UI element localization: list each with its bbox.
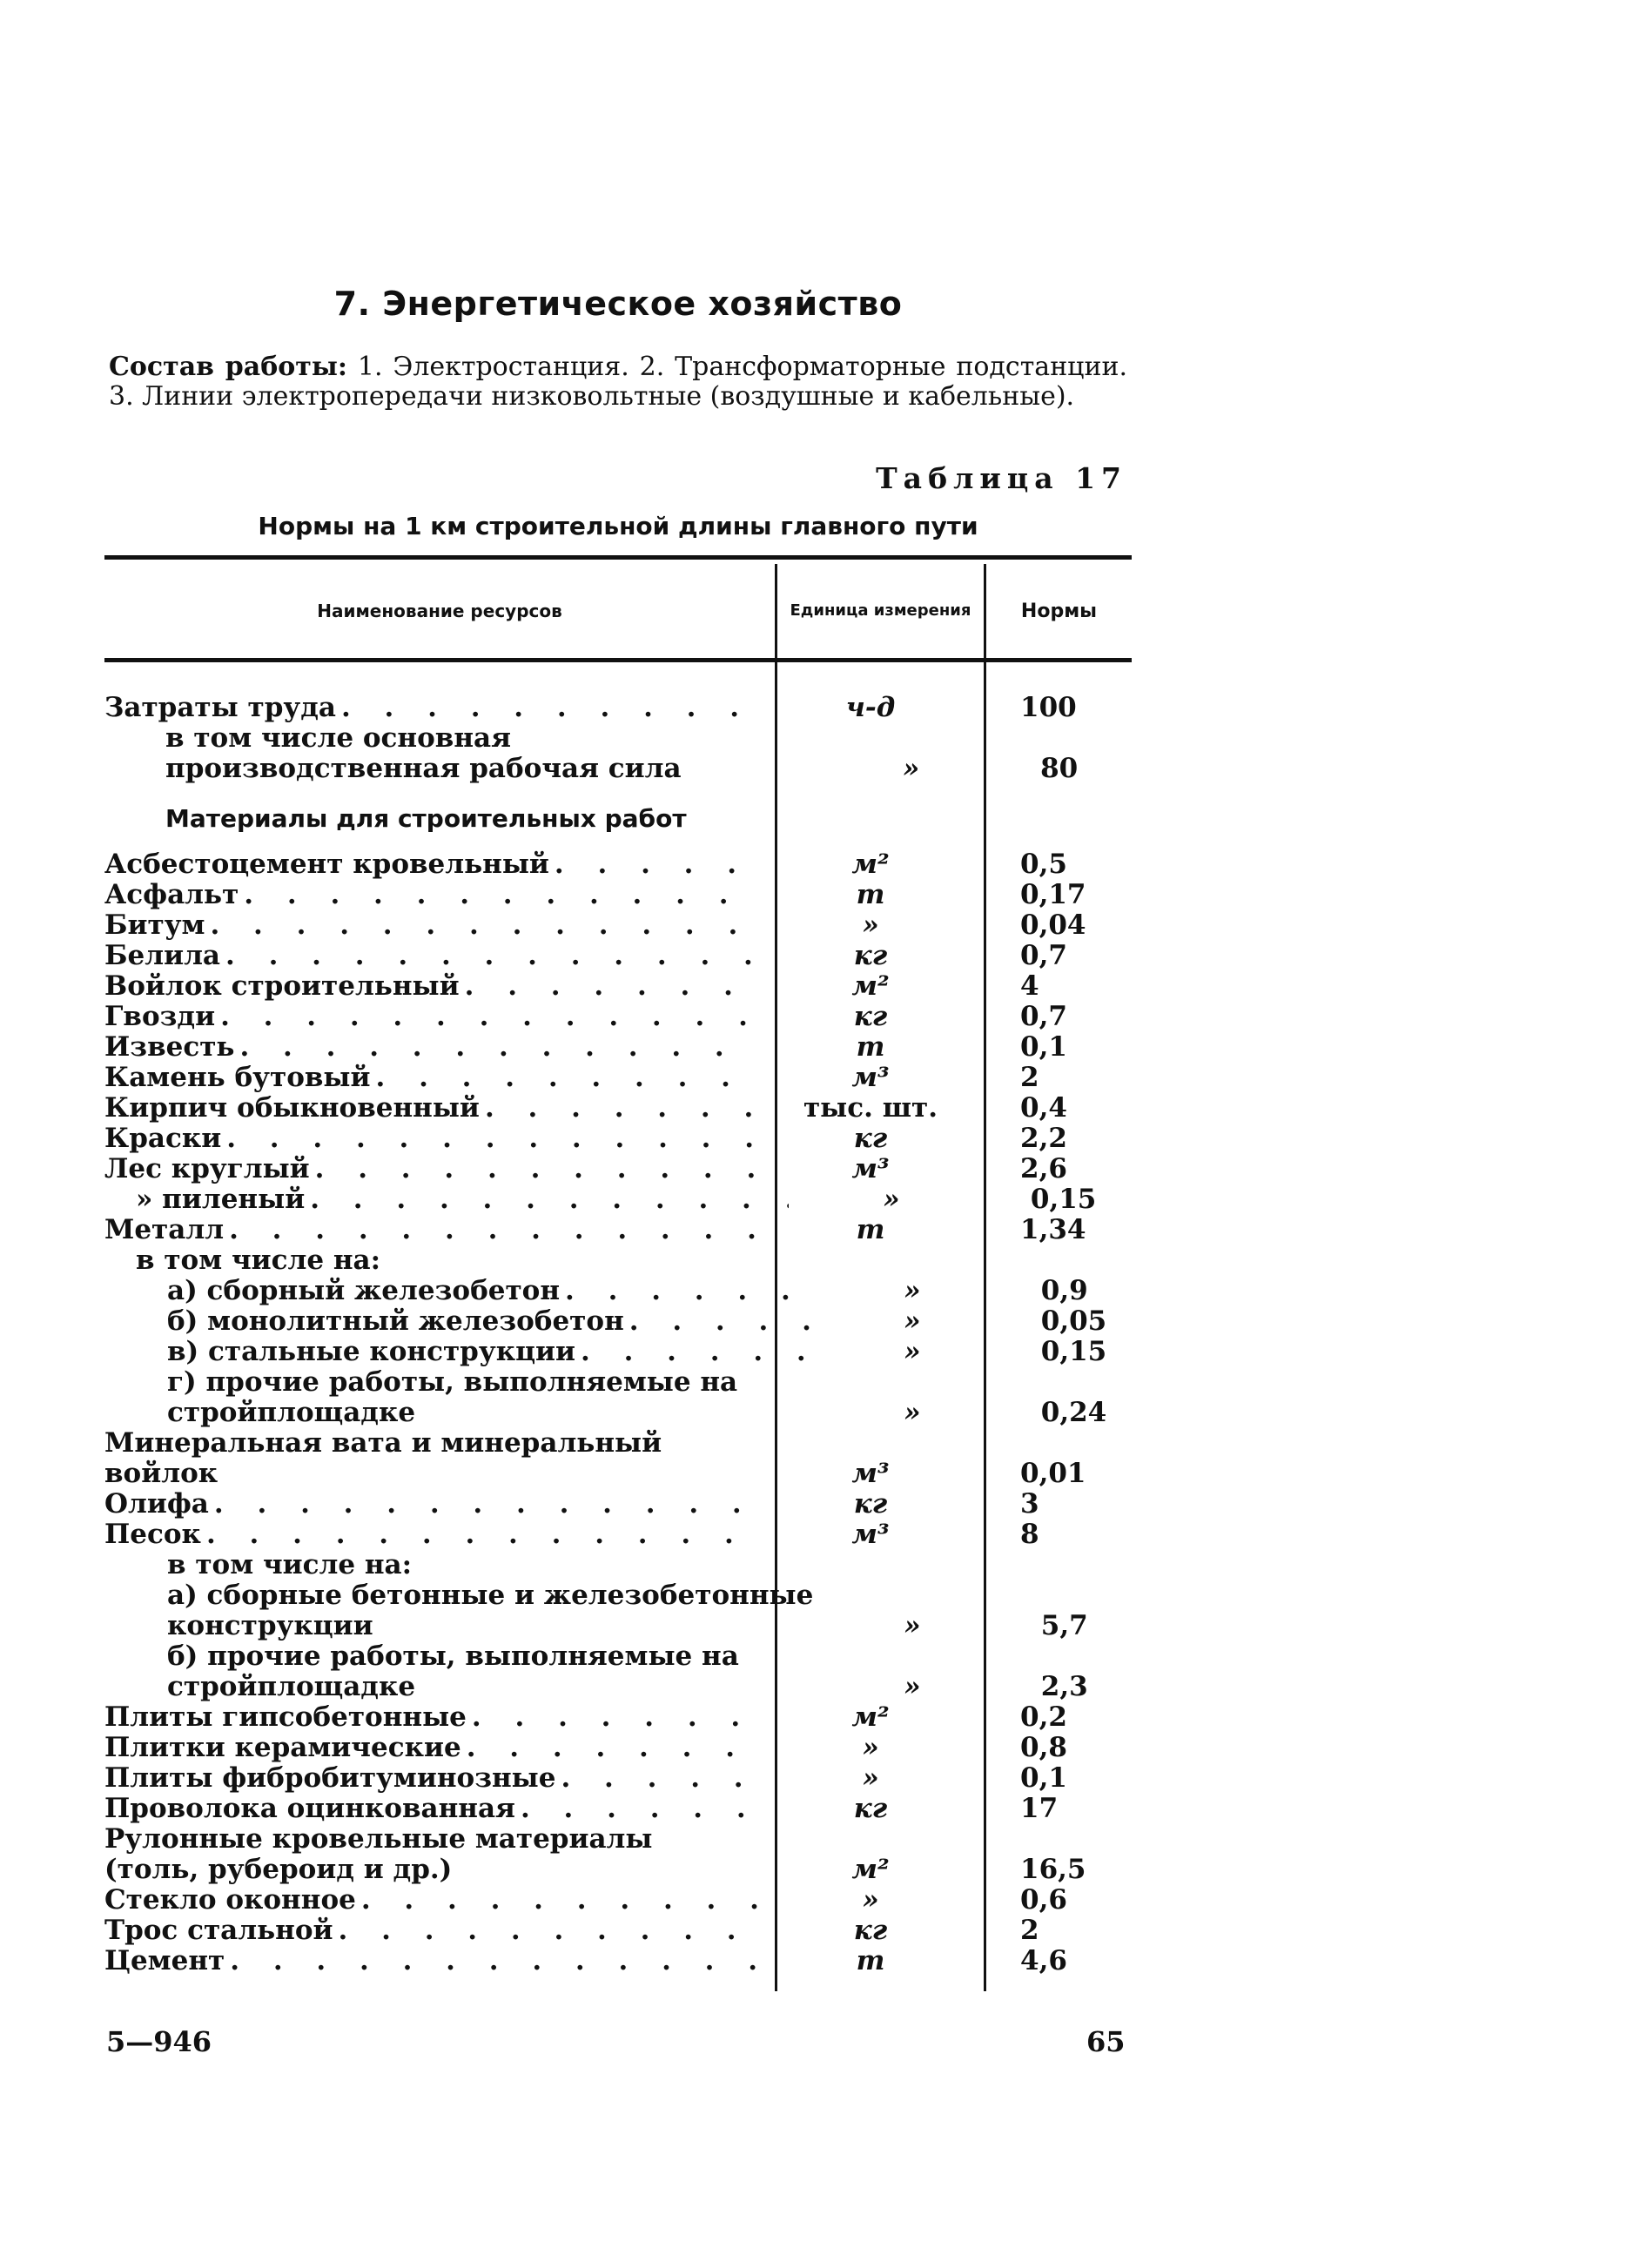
table-row (104, 1002, 1132, 1032)
row-name: Камень бутовый (104, 1062, 371, 1093)
row-name: Стекло оконное (104, 1884, 356, 1916)
row-name: Цемент (104, 1945, 225, 1976)
row-unit: кг (853, 1915, 888, 1946)
row-name: Битум (104, 909, 205, 941)
row-name: Олифа (104, 1488, 209, 1520)
row-name: б) прочие работы, выполняемые на стройплощадке (167, 1641, 739, 1702)
page-number: 65 (1086, 2025, 1126, 2058)
table-body (104, 693, 1132, 1976)
table-row (104, 1337, 1132, 1367)
row-name: Минеральная вата и минеральный войлок (104, 1427, 662, 1489)
row-name: Металл (104, 1214, 225, 1245)
row-norm: 100 (1020, 692, 1077, 723)
row-norm: 5,7 (1040, 1610, 1088, 1641)
row-norm: 8 (1020, 1519, 1039, 1550)
row-unit: » (862, 1762, 879, 1794)
work-composition-lead: Состав работы: (109, 352, 347, 382)
table-number: Таблица 17 (876, 461, 1127, 495)
row-unit: м² (851, 970, 890, 1002)
materials-section-header: Материалы для строительных работ (165, 804, 687, 833)
row-name: г) прочие работы, выполняемые на стройплощадке (167, 1366, 738, 1428)
row-unit: м² (851, 849, 890, 880)
section-title: 7. Энергетическое хозяйство (333, 285, 903, 323)
row-norm: 4,6 (1020, 1945, 1067, 1976)
work-composition (109, 352, 1127, 412)
row-unit: кг (853, 1123, 888, 1154)
row-unit: т (856, 1945, 885, 1976)
row-unit: кг (853, 1001, 888, 1032)
row-norm: 0,9 (1040, 1275, 1088, 1306)
row-norm: 0,01 (1020, 1458, 1086, 1489)
row-name: Асбестоцемент кровельный (104, 849, 549, 880)
table-row (104, 910, 1132, 941)
row-norm: 0,5 (1020, 849, 1067, 880)
row-name: в том числе основная производственная рабочая сила (165, 722, 682, 784)
row-unit: » (904, 1610, 921, 1641)
table-header-rule (104, 658, 1132, 662)
table-row (104, 1093, 1132, 1124)
row-name: б) монолитный железобетон (167, 1305, 624, 1337)
table-row (104, 1367, 1132, 1428)
row-name: Известь (104, 1031, 235, 1063)
table-row (104, 1428, 1132, 1489)
row-name: Плиты гипсобетонные (104, 1701, 467, 1733)
column-header-norm: Нормы (1020, 600, 1098, 622)
table-row (104, 1032, 1132, 1063)
row-name: а) сборный железобетон (167, 1275, 561, 1306)
row-name: в) стальные конструкции (167, 1336, 575, 1367)
table-row (104, 1885, 1132, 1916)
print-code: 5—946 (106, 2025, 212, 2058)
table-row (104, 1215, 1132, 1245)
row-unit: » (904, 1305, 921, 1337)
column-header-unit: Единица измерения (790, 601, 971, 620)
row-unit: » (904, 1336, 921, 1367)
row-name: Трос стальной (104, 1915, 333, 1946)
row-unit: т (856, 879, 885, 910)
table-row (104, 971, 1132, 1002)
row-name: в том числе на: (136, 1245, 381, 1276)
table-row (104, 1641, 1132, 1702)
row-norm: 0,05 (1040, 1305, 1107, 1337)
row-norm: 0,7 (1020, 940, 1067, 971)
row-name: Плитки керамические (104, 1732, 461, 1763)
row-name: Асфальт (104, 879, 239, 910)
row-unit: тыс. шт. (803, 1092, 938, 1124)
row-norm: 0,15 (1040, 1336, 1107, 1367)
table-row (104, 1245, 1132, 1276)
row-name: Кирпич обыкновенный (104, 1092, 480, 1124)
row-norm: 0,2 (1020, 1701, 1067, 1733)
table-row (104, 1550, 1132, 1580)
row-norm: 80 (1040, 753, 1079, 784)
table-caption: Нормы на 1 км строительной длины главного пути (258, 512, 978, 540)
table-row (104, 1702, 1132, 1733)
row-norm: 0,15 (1030, 1184, 1097, 1215)
row-norm: 0,1 (1020, 1762, 1067, 1794)
row-norm: 0,1 (1020, 1031, 1067, 1063)
row-unit: » (904, 1671, 921, 1702)
row-unit: м² (851, 1701, 890, 1733)
table-row (104, 941, 1132, 971)
row-unit: » (904, 1275, 921, 1306)
row-unit: м³ (851, 1153, 890, 1184)
row-unit: » (862, 909, 879, 941)
table-row (104, 1763, 1132, 1794)
table-row (104, 1276, 1132, 1306)
table-row (104, 1184, 1132, 1215)
table-row (104, 1063, 1132, 1093)
row-norm: 0,8 (1020, 1732, 1067, 1763)
row-name: Гвозди (104, 1001, 216, 1032)
row-norm: 2 (1020, 1062, 1039, 1093)
row-norm: 2,3 (1040, 1671, 1088, 1702)
row-norm: 0,17 (1020, 879, 1086, 910)
row-norm: 2,6 (1020, 1153, 1067, 1184)
table-row (104, 1733, 1132, 1763)
row-unit: т (856, 1031, 885, 1063)
row-norm: 0,6 (1020, 1884, 1067, 1916)
row-name: Краски (104, 1123, 222, 1154)
row-norm: 0,24 (1040, 1397, 1107, 1428)
row-unit: м³ (851, 1519, 890, 1550)
row-unit: » (904, 1397, 921, 1428)
row-name: Проволока оцинкованная (104, 1793, 515, 1824)
row-norm: 0,4 (1020, 1092, 1067, 1124)
row-name: Плиты фибробитуминозные (104, 1762, 556, 1794)
table-row (104, 1916, 1132, 1946)
table-row (104, 1946, 1132, 1976)
row-name: Белила (104, 940, 221, 971)
row-norm: 17 (1020, 1793, 1059, 1824)
row-norm: 1,34 (1020, 1214, 1086, 1245)
table-row (104, 1824, 1132, 1885)
table-row (104, 849, 1132, 880)
row-name: а) сборные бетонные и железобетонные конструкции (167, 1580, 814, 1641)
row-name: Лес круглый (104, 1153, 310, 1184)
row-unit: » (862, 1884, 879, 1916)
row-norm: 0,7 (1020, 1001, 1067, 1032)
table-row (104, 1520, 1132, 1550)
row-name: » пиленый (136, 1184, 306, 1215)
row-norm: 2 (1020, 1915, 1039, 1946)
table-row (104, 723, 1132, 784)
row-name: в том числе на: (167, 1549, 413, 1580)
work-composition-text: 1. Электростанция. 2. Трансформаторные подстанции. 3. Линии электропередачи низковольтные (воздушные и кабельные). (109, 352, 1128, 412)
table-row (104, 1154, 1132, 1184)
table-top-rule (104, 555, 1132, 560)
table-row (104, 1794, 1132, 1824)
row-unit: » (862, 1732, 879, 1763)
row-name: Рулонные кровельные материалы (толь, рубероид и др.) (104, 1823, 653, 1885)
row-norm: 16,5 (1020, 1854, 1086, 1885)
table-row (104, 1489, 1132, 1520)
row-norm: 4 (1020, 970, 1039, 1002)
table-row (104, 693, 1132, 723)
row-unit: т (856, 1214, 885, 1245)
row-unit: ч-д (845, 692, 896, 723)
row-norm: 3 (1020, 1488, 1039, 1520)
table-row (104, 1306, 1132, 1337)
column-header-name: Наименование ресурсов (317, 601, 562, 621)
row-name: Войлок строительный (104, 970, 460, 1002)
row-unit: кг (853, 940, 888, 971)
row-name: Затраты труда (104, 692, 336, 723)
row-unit: » (883, 1184, 900, 1215)
row-unit: кг (853, 1793, 888, 1824)
row-unit: м² (851, 1854, 890, 1885)
table-row (104, 1124, 1132, 1154)
row-unit: м³ (851, 1458, 890, 1489)
row-unit: кг (853, 1488, 888, 1520)
table-row (104, 880, 1132, 910)
row-norm: 2,2 (1020, 1123, 1067, 1154)
row-unit: » (902, 753, 920, 784)
table-row (104, 1580, 1132, 1641)
row-unit: м³ (851, 1062, 890, 1093)
row-norm: 0,04 (1020, 909, 1086, 941)
row-name: Песок (104, 1519, 201, 1550)
